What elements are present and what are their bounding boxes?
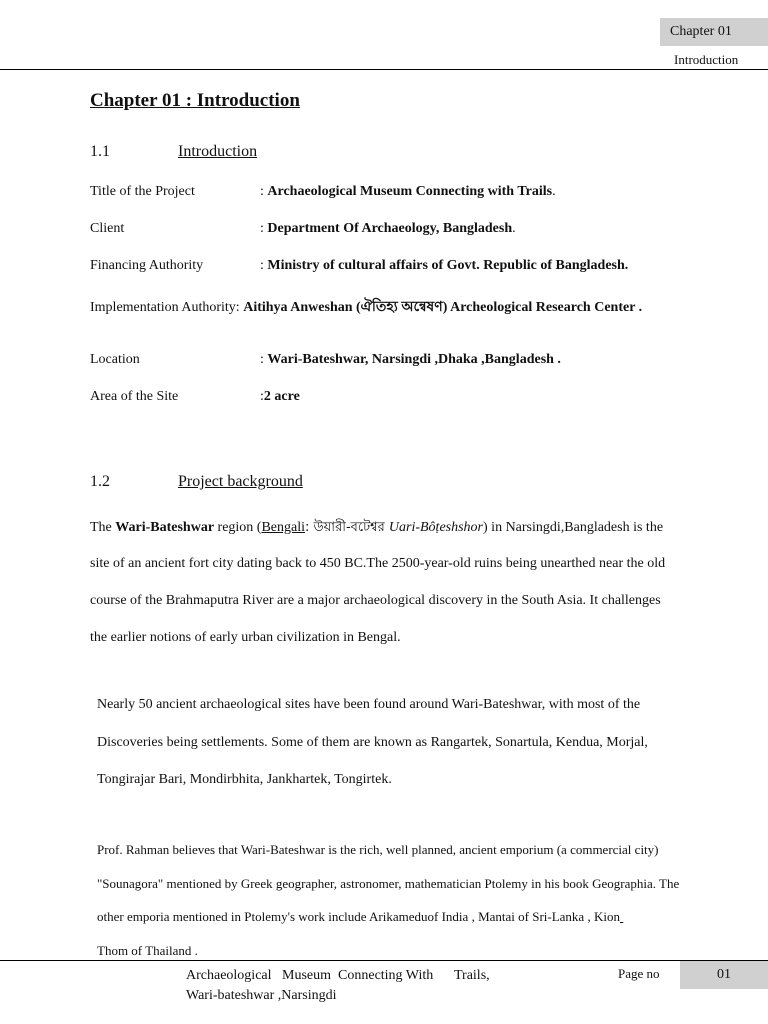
info-value: Department Of Archaeology, Bangladesh bbox=[267, 221, 513, 236]
info-separator: : bbox=[260, 389, 264, 404]
info-separator: : bbox=[260, 221, 268, 236]
para1-line: site of an ancient fort city dating back to 450 BC.The 2500-year-old ruins being unearthed near the old bbox=[90, 556, 666, 571]
info-value: Ministry of cultural affairs of Govt. Republic of Bangladesh. bbox=[267, 258, 629, 273]
footer-page-box bbox=[680, 961, 768, 989]
info-row-area bbox=[90, 389, 300, 405]
info-value: 2 acre bbox=[263, 389, 300, 404]
info-value: Archaeological Museum Connecting with Trails bbox=[267, 184, 553, 199]
footer-divider bbox=[0, 960, 768, 961]
info-row-title bbox=[90, 184, 556, 200]
underline-gap bbox=[620, 909, 623, 924]
info-label: Area of the Site bbox=[90, 389, 179, 404]
info-suffix: . bbox=[552, 184, 556, 199]
info-value: Aitihya Anweshan (ঐতিহ্য অন্বেষণ) Archeological Research Center . bbox=[243, 300, 643, 315]
header-chapter-box bbox=[660, 18, 768, 46]
text-span: other emporia mentioned in Ptolemy's work include Arikameduof India , Mantai of Sri-Lanka , Kion bbox=[97, 909, 620, 924]
info-separator: : bbox=[260, 352, 268, 367]
text-span: ) in Narsingdi,Bangladesh is the bbox=[483, 520, 664, 535]
info-label: Client bbox=[90, 221, 125, 236]
para1-line: course of the Brahmaputra River are a major archaeological discovery in the South Asia. It challenges bbox=[90, 593, 661, 608]
footer-title-line: Wari-bateshwar ,Narsingdi bbox=[186, 988, 337, 1003]
para3-line: "Sounagora" mentioned by Greek geographer, astronomer, mathematician Ptolemy in his book Geographia. The bbox=[97, 876, 680, 891]
para3-line: Prof. Rahman believes that Wari-Bateshwar is the rich, well planned, ancient emporium (a commercial city) bbox=[97, 842, 659, 857]
info-separator: : bbox=[260, 184, 268, 199]
section-heading-1-2 bbox=[90, 473, 303, 491]
transliteration: Uari-Bôṭeshshor bbox=[388, 520, 484, 535]
text-span: region ( bbox=[214, 520, 262, 535]
info-value: Wari-Bateshwar, Narsingdi ,Dhaka ,Bangladesh . bbox=[267, 352, 561, 367]
info-label: Title of the Project bbox=[90, 184, 195, 199]
info-row-implementation bbox=[90, 295, 642, 319]
section-title: Project background bbox=[178, 473, 303, 490]
info-label: Implementation Authority: bbox=[90, 300, 240, 315]
place-name: Wari-Bateshwar bbox=[115, 520, 215, 535]
footer-title bbox=[186, 966, 490, 1006]
bengali-link[interactable]: Bengali bbox=[261, 520, 306, 535]
footer-title-line: Archaeological Museum Connecting With Trails, bbox=[186, 968, 490, 983]
header-divider bbox=[0, 69, 768, 70]
chapter-title: Chapter 01 : Introduction bbox=[90, 90, 300, 111]
text-span: The bbox=[90, 520, 116, 535]
info-suffix: . bbox=[512, 221, 516, 236]
para2-line: Tongirajar Bari, Mondirbhita, Jankhartek, Tongirtek. bbox=[97, 772, 392, 787]
section-title: Introduction bbox=[178, 143, 258, 160]
info-row-financing bbox=[90, 258, 628, 274]
header-chapter-label: Chapter 01 bbox=[670, 24, 732, 39]
info-label: Location bbox=[90, 352, 140, 367]
section-heading-1-1 bbox=[90, 143, 257, 161]
para2-line: Nearly 50 ancient archaeological sites have been found around Wari-Bateshwar, with most of the bbox=[97, 697, 641, 712]
section-number: 1.2 bbox=[90, 473, 110, 490]
footer-page-label: Page no bbox=[618, 966, 660, 981]
footer-page-number: 01 bbox=[717, 967, 731, 982]
para1-line: the earlier notions of early urban civilization in Bengal. bbox=[90, 630, 401, 645]
info-row-location bbox=[90, 352, 561, 368]
header-section-label: Introduction bbox=[674, 52, 739, 67]
info-row-client bbox=[90, 221, 516, 237]
para1-line bbox=[90, 518, 663, 539]
info-separator: : bbox=[260, 258, 268, 273]
para3-line bbox=[97, 909, 623, 925]
bengali-text: : উয়ারী-বটেশ্বর bbox=[305, 520, 389, 535]
para2-line: Discoveries being settlements. Some of them are known as Rangartek, Sonartula, Kendua, Morjal, bbox=[97, 735, 648, 750]
info-label: Financing Authority bbox=[90, 258, 204, 273]
para3-line: Thom of Thailand . bbox=[97, 943, 198, 958]
section-number: 1.1 bbox=[90, 143, 110, 160]
